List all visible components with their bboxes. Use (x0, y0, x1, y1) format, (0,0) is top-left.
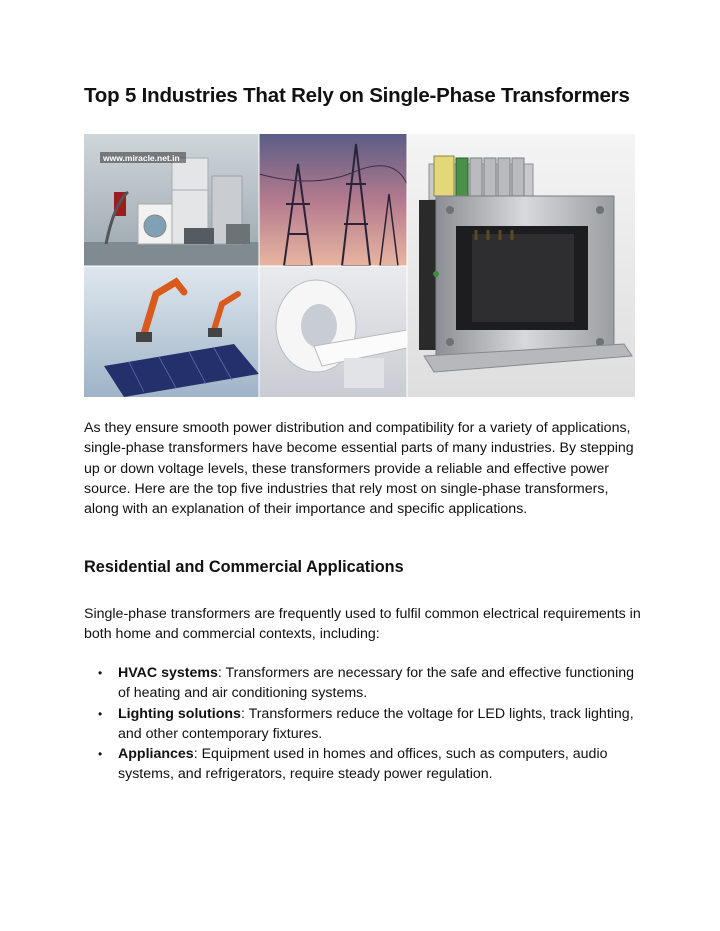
applications-bullet-list (84, 663, 644, 785)
transformer-panel-image (407, 134, 635, 397)
hero-collage-image (84, 134, 635, 397)
bullet-icon: • (98, 706, 103, 721)
bullet-term: Lighting solutions (118, 705, 241, 722)
section-lead-paragraph: Single-phase transformers are frequently used to fulfil common electrical requirements in both home and commercial contexts, including: (84, 606, 641, 643)
bullet-item-hvac (84, 663, 644, 704)
bullet-icon: • (98, 747, 103, 762)
bullet-text: : Transformers are necessary for the safe and effective functioning of heating and air conditioning systems. (118, 665, 635, 702)
bullet-term: HVAC systems (118, 665, 218, 681)
bullet-item-lighting (84, 704, 644, 745)
robotic-factory-panel-image (84, 266, 259, 397)
document-title: Top 5 Industries That Rely on Single-Phase Transformers (84, 84, 630, 107)
transmission-towers-panel-image (259, 134, 407, 266)
bullet-term: Appliances (118, 746, 194, 763)
bullet-item-appliances (84, 744, 644, 785)
bullet-text: : Equipment used in homes and offices, such as computers, audio systems, and refrigerators, require steady power regulation. (118, 746, 608, 783)
bullet-text: : Transformers reduce the voltage for LED lights, track lighting, and other contemporary fixtures. (118, 705, 634, 742)
medical-scanner-panel-image (259, 266, 407, 397)
bullet-icon: • (98, 666, 103, 680)
intro-paragraph: As they ensure smooth power distribution and compatibility for a variety of applications, single-phase transformers have become essential parts of many industries. By stepping up or down voltage levels, these transformers provide a reliable and effective power source. Here are the top five industries that rely most on single-phase transformers, along with an explanation of their importance and specific applications. (84, 420, 634, 518)
watermark-label (100, 152, 186, 163)
section-heading: Residential and Commercial Applications (84, 558, 404, 576)
watermark-text: www.miracle.net.in (103, 153, 180, 163)
